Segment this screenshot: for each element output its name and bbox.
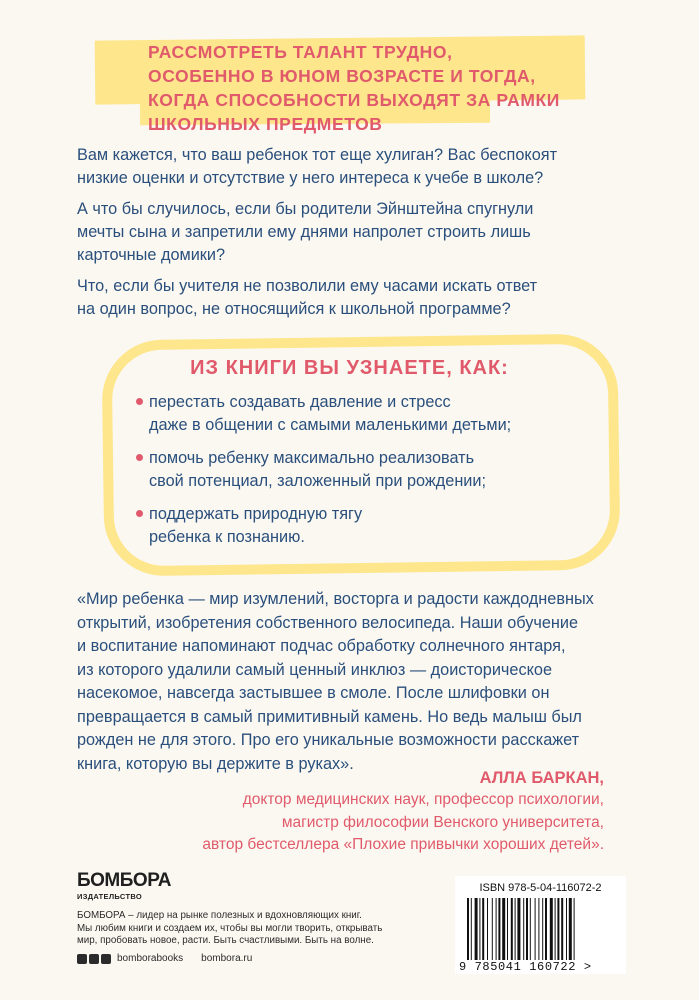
instagram-icon xyxy=(101,954,111,964)
benefit-line: помочь ребенку максимально реализовать xyxy=(149,449,475,467)
headline-line: КОГДА СПОСОБНОСТИ ВЫХОДЯТ ЗА РАМКИ xyxy=(148,90,560,110)
benefit-line: перестать создавать давление и стресс xyxy=(149,393,451,411)
benefit-line: поддержать природную тягу xyxy=(149,505,363,523)
paragraph-line: низкие оценки и отсутствие у него интереса к учебе в школе? xyxy=(77,169,544,187)
headline-line: ОСОБЕННО В ЮНОМ ВОЗРАСТЕ И ТОГДА, xyxy=(148,66,536,86)
intro-paragraph xyxy=(77,144,637,190)
benefits-title: ИЗ КНИГИ ВЫ УЗНАЕТЕ, КАК: xyxy=(190,357,509,379)
publisher-website: bombora.ru xyxy=(201,953,253,964)
einstein-paragraph xyxy=(77,198,637,267)
paragraph-line: на один вопрос, не относящийся к школьной программе? xyxy=(77,300,511,318)
barcode-digits: 9 785041 160722 > xyxy=(459,960,592,974)
paragraph-line: карточные домики? xyxy=(77,246,226,264)
headline-line: РАССМОТРЕТЬ ТАЛАНТ ТРУДНО, xyxy=(148,42,453,62)
publisher-description xyxy=(77,910,437,948)
publisher-line: Мы любим книги и создаем их, чтобы вы могли творить, открывать xyxy=(77,922,383,934)
quote-line: и воспитание напоминают подчас обработку солнечного янтаря, xyxy=(77,637,566,655)
headline xyxy=(148,40,628,136)
publisher-social xyxy=(77,953,252,964)
vk-icon xyxy=(89,954,99,964)
paragraph-line: Что, если бы учителя не позволили ему часами искать ответ xyxy=(77,277,538,295)
barcode xyxy=(455,876,626,974)
author-credential: магистр философии Венского университета, xyxy=(281,813,604,831)
barcode-bars-icon xyxy=(467,898,617,960)
paragraph-line: мечты сына и запретили ему днями напролет строить лишь xyxy=(77,223,531,241)
paragraph-line: А что бы случилось, если бы родители Эйнштейна спугнули xyxy=(77,200,534,218)
publisher-line: мир, пробовать новое, расти. Быть счастливыми. Быть на волне. xyxy=(77,935,374,946)
quote-line: рожден не для этого. Про его уникальные возможности расскажет xyxy=(77,731,580,749)
author-name: АЛЛА БАРКАН, xyxy=(479,769,604,787)
publisher-logo: БОМБОРА xyxy=(77,870,171,891)
headline-line: ШКОЛЬНЫХ ПРЕДМЕТОВ xyxy=(148,114,383,134)
quote-line: из которого удалили самый ценный инклюз — доисторическое xyxy=(77,660,553,679)
quote-line: книга, которую вы держите в руках». xyxy=(77,754,354,773)
author-credential: автор бестселлера «Плохие привычки хороших детей». xyxy=(202,836,604,853)
bullet-dot-icon xyxy=(136,510,143,517)
quote-line: «Мир ребенка — мир изумлений, восторга и радости каждодневных xyxy=(77,590,594,608)
social-handle: bomborabooks xyxy=(117,953,184,964)
teachers-paragraph xyxy=(77,275,637,321)
publisher-logo-subtitle: ИЗДАТЕЛЬСТВО xyxy=(77,892,142,901)
benefit-line: даже в общении с самыми маленькими детьми; xyxy=(149,416,512,434)
isbn-label: ISBN 978-5-04-116072-2 xyxy=(479,882,602,894)
facebook-icon xyxy=(77,954,87,964)
quote-line: открытий, изобретения собственного велосипеда. Наши обучение xyxy=(77,613,579,632)
benefit-line: свой потенциал, заложенный при рождении; xyxy=(149,472,487,490)
benefit-line: ребенка к познанию. xyxy=(149,528,305,546)
quote-line: превращается в самый примитивный камень. Но ведь малыш был xyxy=(77,707,582,726)
paragraph-line: Вам кажется, что ваш ребенок тот еще хулиган? Вас беспокоят xyxy=(77,146,558,164)
quote-line: насекомое, навсегда застывшее в смоле. После шлифовки он xyxy=(77,684,550,702)
bullet-dot-icon xyxy=(136,454,143,461)
publisher-line: БОМБОРА – лидер на рынке полезных и вдохновляющих книг. xyxy=(77,910,362,921)
author-quote xyxy=(77,588,637,776)
bullet-dot-icon xyxy=(136,398,143,405)
author-credential: доктор медицинских наук, профессор психологии, xyxy=(242,791,604,808)
author-signature xyxy=(202,767,604,857)
